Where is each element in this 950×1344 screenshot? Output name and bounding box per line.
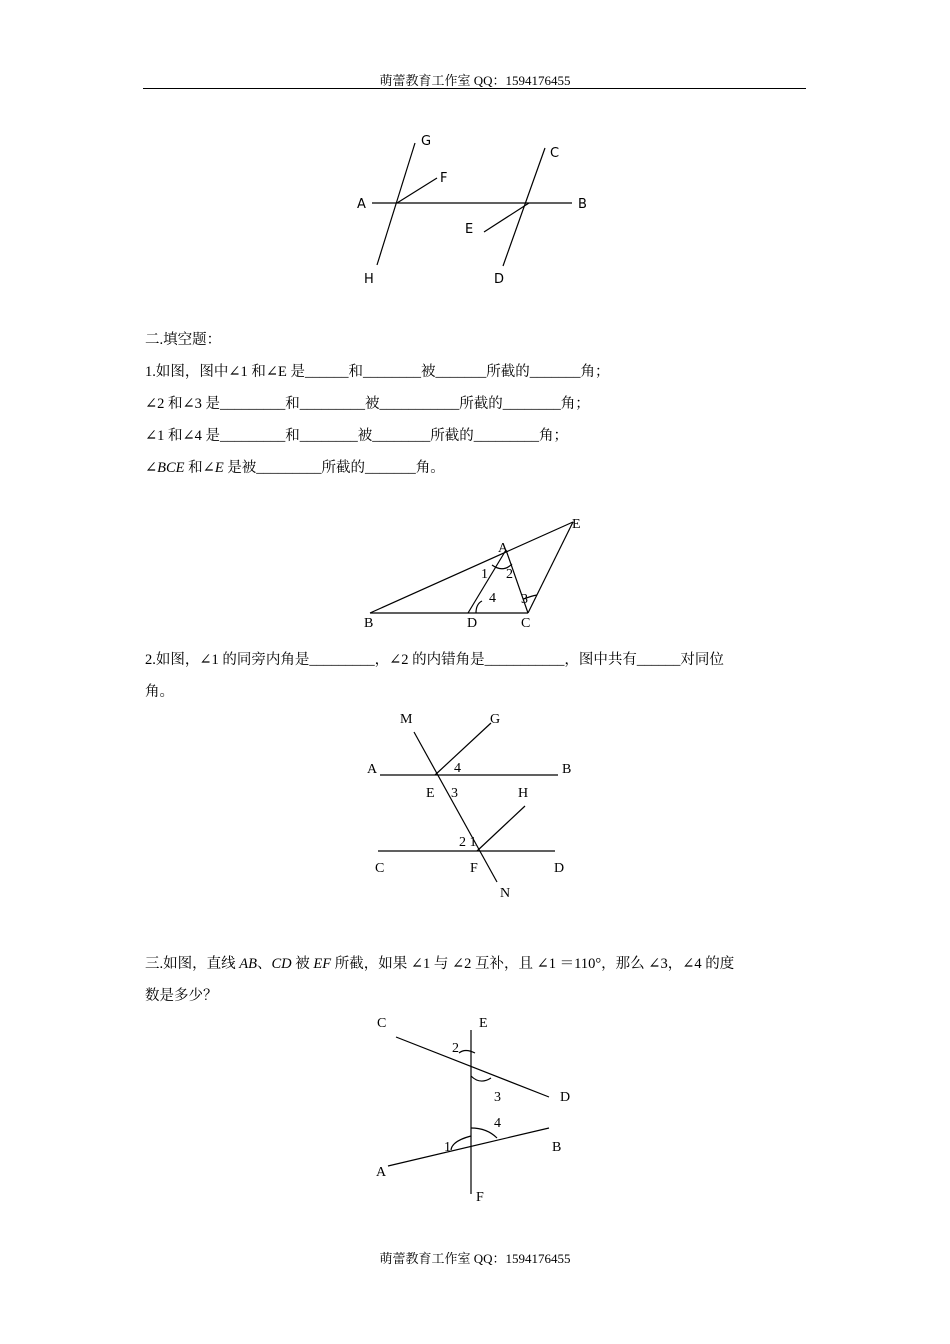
fig3-label-A: A [367,762,378,777]
fig1-label-A: A [357,197,366,212]
section2-title: 二.填空题： [145,332,222,348]
fig4-label-2: 2 [452,1041,459,1056]
figure-4 [365,1010,585,1210]
fig3-label-E: E [426,786,435,801]
fig2-label-E: E [572,517,581,532]
page-footer: 萌蕾教育工作室 QQ：1594176455 [379,1251,571,1266]
fig2-label-A: A [498,541,509,556]
fig3-label-G: G [490,712,501,727]
q3-cd: CD [271,956,292,972]
q1-line1: 1.如图，图中∠1 和∠E 是______和________被_______所截的_______角； [145,364,610,380]
fig4-label-B: B [552,1140,562,1155]
q3-ab: AB [239,956,257,972]
fig2-label-3: 3 [521,592,528,607]
q3-text-1: 三.如图，直线 [145,956,240,972]
q1-line3: ∠1 和∠4 是_________和________被________所截的_________角； [145,428,569,444]
fig3-label-B: B [562,762,572,777]
fig1-label-D: D [494,272,505,287]
fig3-label-C: C [375,861,385,876]
fig2-label-C: C [521,616,531,631]
fig3-label-3: 3 [451,786,458,801]
page-header: 萌蕾教育工作室 QQ：1594176455 [379,73,571,88]
q3-ef: EF [313,956,332,972]
fig1-label-C: C [550,146,560,161]
fig2-label-2: 2 [506,567,513,582]
fig3-label-F: F [470,861,478,876]
fig4-label-A: A [376,1165,387,1180]
fig3-label-2-1: 2 1 [459,835,477,850]
q2-line2: 角。 [145,684,174,700]
fig1-label-F: F [440,171,448,186]
q1-and-angle: 和∠ [184,460,215,476]
fig4-label-E: E [479,1016,488,1031]
q3-line1 [145,952,734,973]
q3-line2: 数是多少？ [145,988,218,1004]
figure-1 [340,125,610,295]
fig2-label-4: 4 [489,591,496,606]
fig1-label-H: H [364,272,374,287]
fig4-label-3: 3 [494,1090,501,1105]
fig3-label-D: D [554,861,565,876]
fig2-label-1: 1 [481,567,488,582]
header-rule [143,88,806,89]
fig4-label-4: 4 [494,1116,501,1131]
fig3-label-4: 4 [454,761,461,776]
angle-symbol: ∠ [145,460,158,476]
fig3-label-M: M [400,712,413,727]
fig2-label-B: B [364,616,374,631]
q1-bce: BCE [157,460,185,476]
figure-2 [355,510,595,635]
q3-text-2: 被 [291,956,314,972]
q1-line4 [145,456,445,477]
q1-line4-rest: 是被_________所截的_______角。 [223,460,445,476]
fig4-label-F: F [476,1190,484,1205]
q2-line1: 2.如图，∠1 的同旁内角是_________，∠2 的内错角是___________，图中共有______对同位 [145,652,724,668]
fig4-label-C: C [377,1016,387,1031]
q1-line2: ∠2 和∠3 是_________和_________被___________所截的________角； [145,396,590,412]
q3-text-3: 所截，如果 ∠1 与 ∠2 互补，且 ∠1 ＝110°，那么 ∠3，∠4 的度 [331,956,735,972]
q3-sep: 、 [256,956,272,972]
fig1-label-B: B [578,197,587,212]
figure-3 [360,705,590,905]
q1-e: E [214,460,224,476]
fig4-label-1: 1 [444,1140,451,1155]
fig1-label-G: G [421,134,432,149]
fig1-label-E: E [465,222,474,237]
fig3-label-N: N [500,886,511,901]
fig3-label-H: H [518,786,529,801]
fig2-label-D: D [467,616,478,631]
fig4-label-D: D [560,1090,571,1105]
